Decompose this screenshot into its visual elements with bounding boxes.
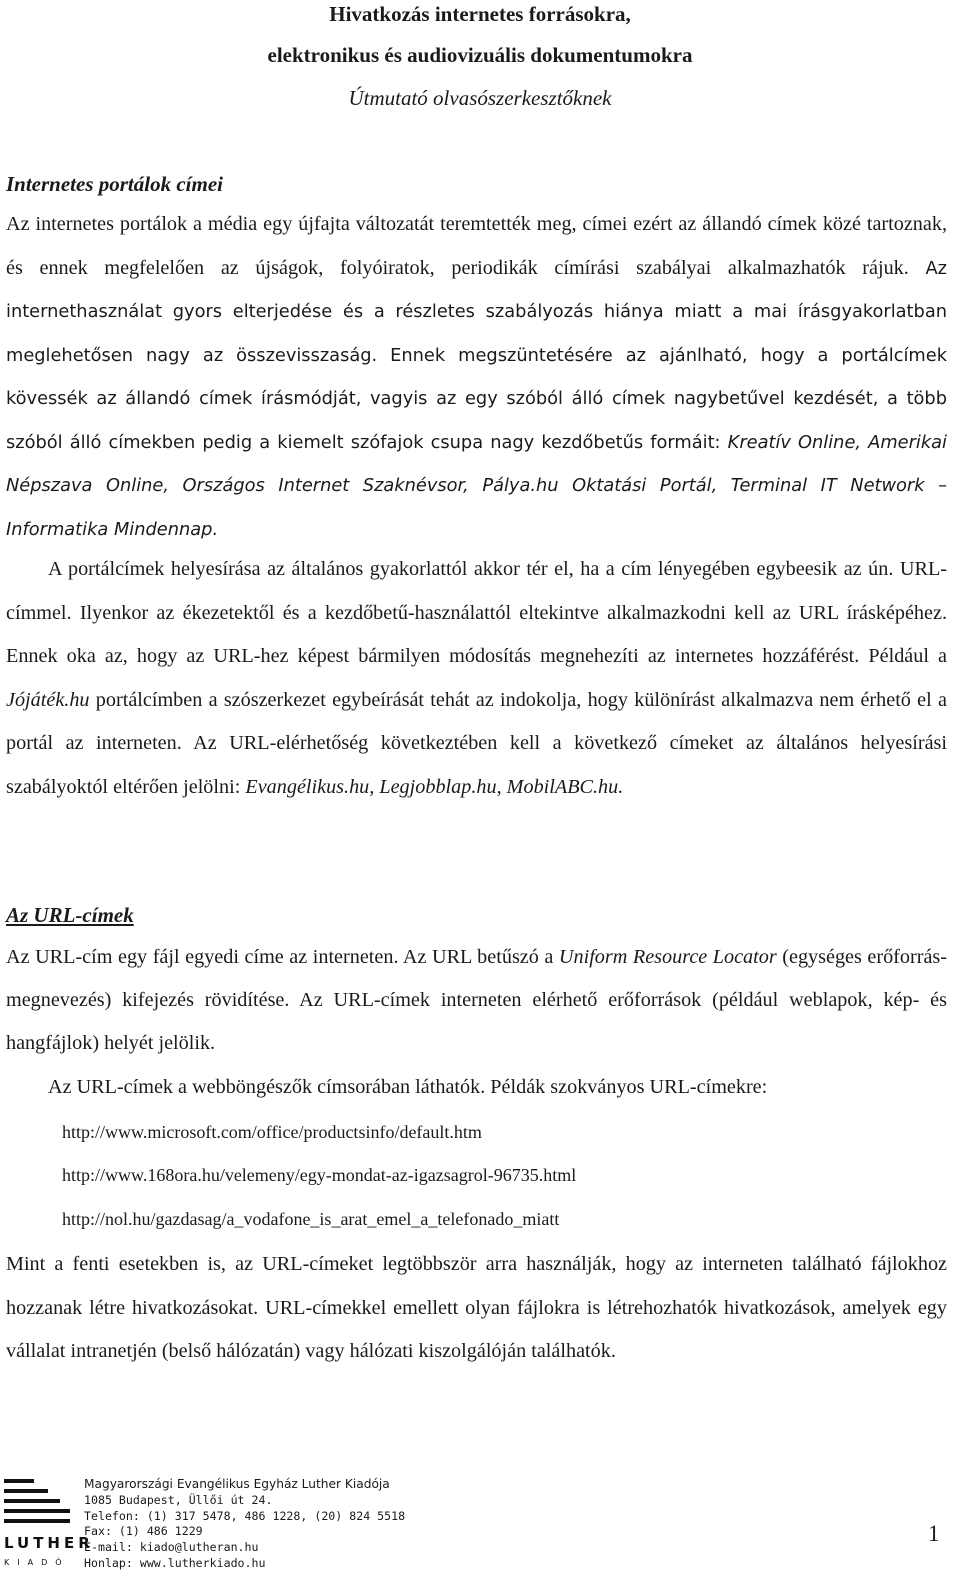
luther-kiado-logo [4,1475,94,1575]
publisher-name: Magyarországi Evangélikus Egyház Luther Kiadója [84,1477,390,1491]
portal-example: Jójáték.hu [6,688,90,711]
url-term: Uniform Resource Locator [558,946,777,968]
url-example: http://nol.hu/gazdasag/a_vodafone_is_arat_emel_a_telefonado_miatt [62,1209,560,1229]
paragraph-text: Az internetes portálok a média egy újfajta változatát teremtették meg, címei ezért az állandó címek közé tartoznak, és ennek megfelelően az újságok, folyóiratok, periodikák címírási szabályai alkalmazhatók rájuk. [6,213,947,279]
logo-bar [4,1489,48,1493]
paragraph-text: Az URL-cím egy fájl egyedi címe az interneten. Az URL betűszó a [6,946,559,968]
paragraph-url-usage: Mint a fenti esetekben is, az URL-címeket legtöbbször arra használják, hogy az interneten található fájlokhoz hozzanak létre hivatkozásokat. URL-címekkel emellett olyan fájlokra is létrehozhatók hivatkozások, amelyek egy vállalat intranetjén (belső hálózatán) vagy hálózati kiszolgálóján találhatók. [6,1253,947,1362]
publisher-phone: Telefon: (1) 317 5478, 486 1228, (20) 824 5518 [84,1508,406,1523]
document-subtitle: Útmutató olvasószerkesztőknek [348,86,612,110]
logo-wordmark: LUTHER [4,1534,94,1552]
logo-subtitle: KIADÓ [4,1558,70,1567]
portal-examples: Evangélikus.hu, Legjobblap.hu, MobilABC.hu. [245,775,624,798]
logo-bar [4,1479,34,1483]
paragraph-url-definition [6,936,947,1065]
publisher-email: E-mail: kiado@lutheran.hu [84,1540,259,1555]
logo-bar [4,1509,70,1513]
portal-title-examples: Kreatív Online, Amerikai Népszava Online, Országos Internet Szaknévsor, Pálya.hu Oktatási Portál, Terminal IT Network – Informatika Mindennap. [6,431,947,540]
publisher-address: 1085 Budapest, Üllői út 24. [84,1492,273,1507]
publisher-website: Honlap: www.lutherkiado.hu [84,1555,266,1570]
section-heading-urls: Az URL-címek [6,903,134,927]
logo-bar [4,1519,70,1523]
paragraph-portal-spelling [6,548,947,809]
paragraph-url-examples-intro: Az URL-címek a webböngészők címsorában láthatók. Példák szokványos URL-címekre: [48,1076,768,1098]
document-title-line1: Hivatkozás internetes forrásokra, [329,2,631,26]
page-number: 1 [928,1521,940,1546]
publisher-contact-block [84,1477,405,1572]
document-title-line2: elektronikus és audiovizuális dokumentumokra [267,43,693,67]
paragraph-text: A portálcímek helyesírása az általános gyakorlattól akkor tér el, ha a cím lényegében egybeesik az ún. URL-címmel. Ilyenkor az ékezetektől és a kezdőbetű-használattól eltekintve alkalmazkodni kell az URL írásképéhez. Ennek oka az, hogy az URL-hez képest bármilyen módosítás megnehezíti az internetes hozzáférést. Például a [6,558,947,667]
paragraph-portal-titles [6,203,947,551]
url-example: http://www.microsoft.com/office/productsinfo/default.htm [62,1122,482,1142]
url-example: http://www.168ora.hu/velemeny/egy-mondat-az-igazsagrol-96735.html [62,1165,577,1185]
section-heading-portals: Internetes portálok címei [6,172,223,196]
paragraph-text: (egységes erőforrás-megnevezés) kifejezés rövidítése. Az URL-címek interneten elérhető erőforrások (például weblapok, kép- és hangfájlok) helyét jelölik. [6,946,947,1054]
logo-bar [4,1499,60,1503]
paragraph-text: portálcímben a szószerkezet egybeírását tehát az indokolja, hogy különírást alkalmazva nem érhető el a portál az interneten. Az URL-elérhetőség következtében kell a következő címeket az általános helyesírási szabályoktól eltérően jelölni: [6,688,947,798]
paragraph-text: Az internethasználat gyors elterjedése és a részletes szabályozás hiánya miatt a mai írásgyakorlatban meglehetősen nagy az összevisszaság. Ennek megszüntetésére az ajánlható, hogy a portálcímek kövessék az állandó címek írásmódját, vagyis az egy szóból álló címek nagybetűvel kezdését, a több szóból álló címekben pedig a kiemelt szófajok csupa nagy kezdőbetűs formáit: [6,257,947,453]
publisher-fax: Fax: (1) 486 1229 [84,1524,203,1539]
